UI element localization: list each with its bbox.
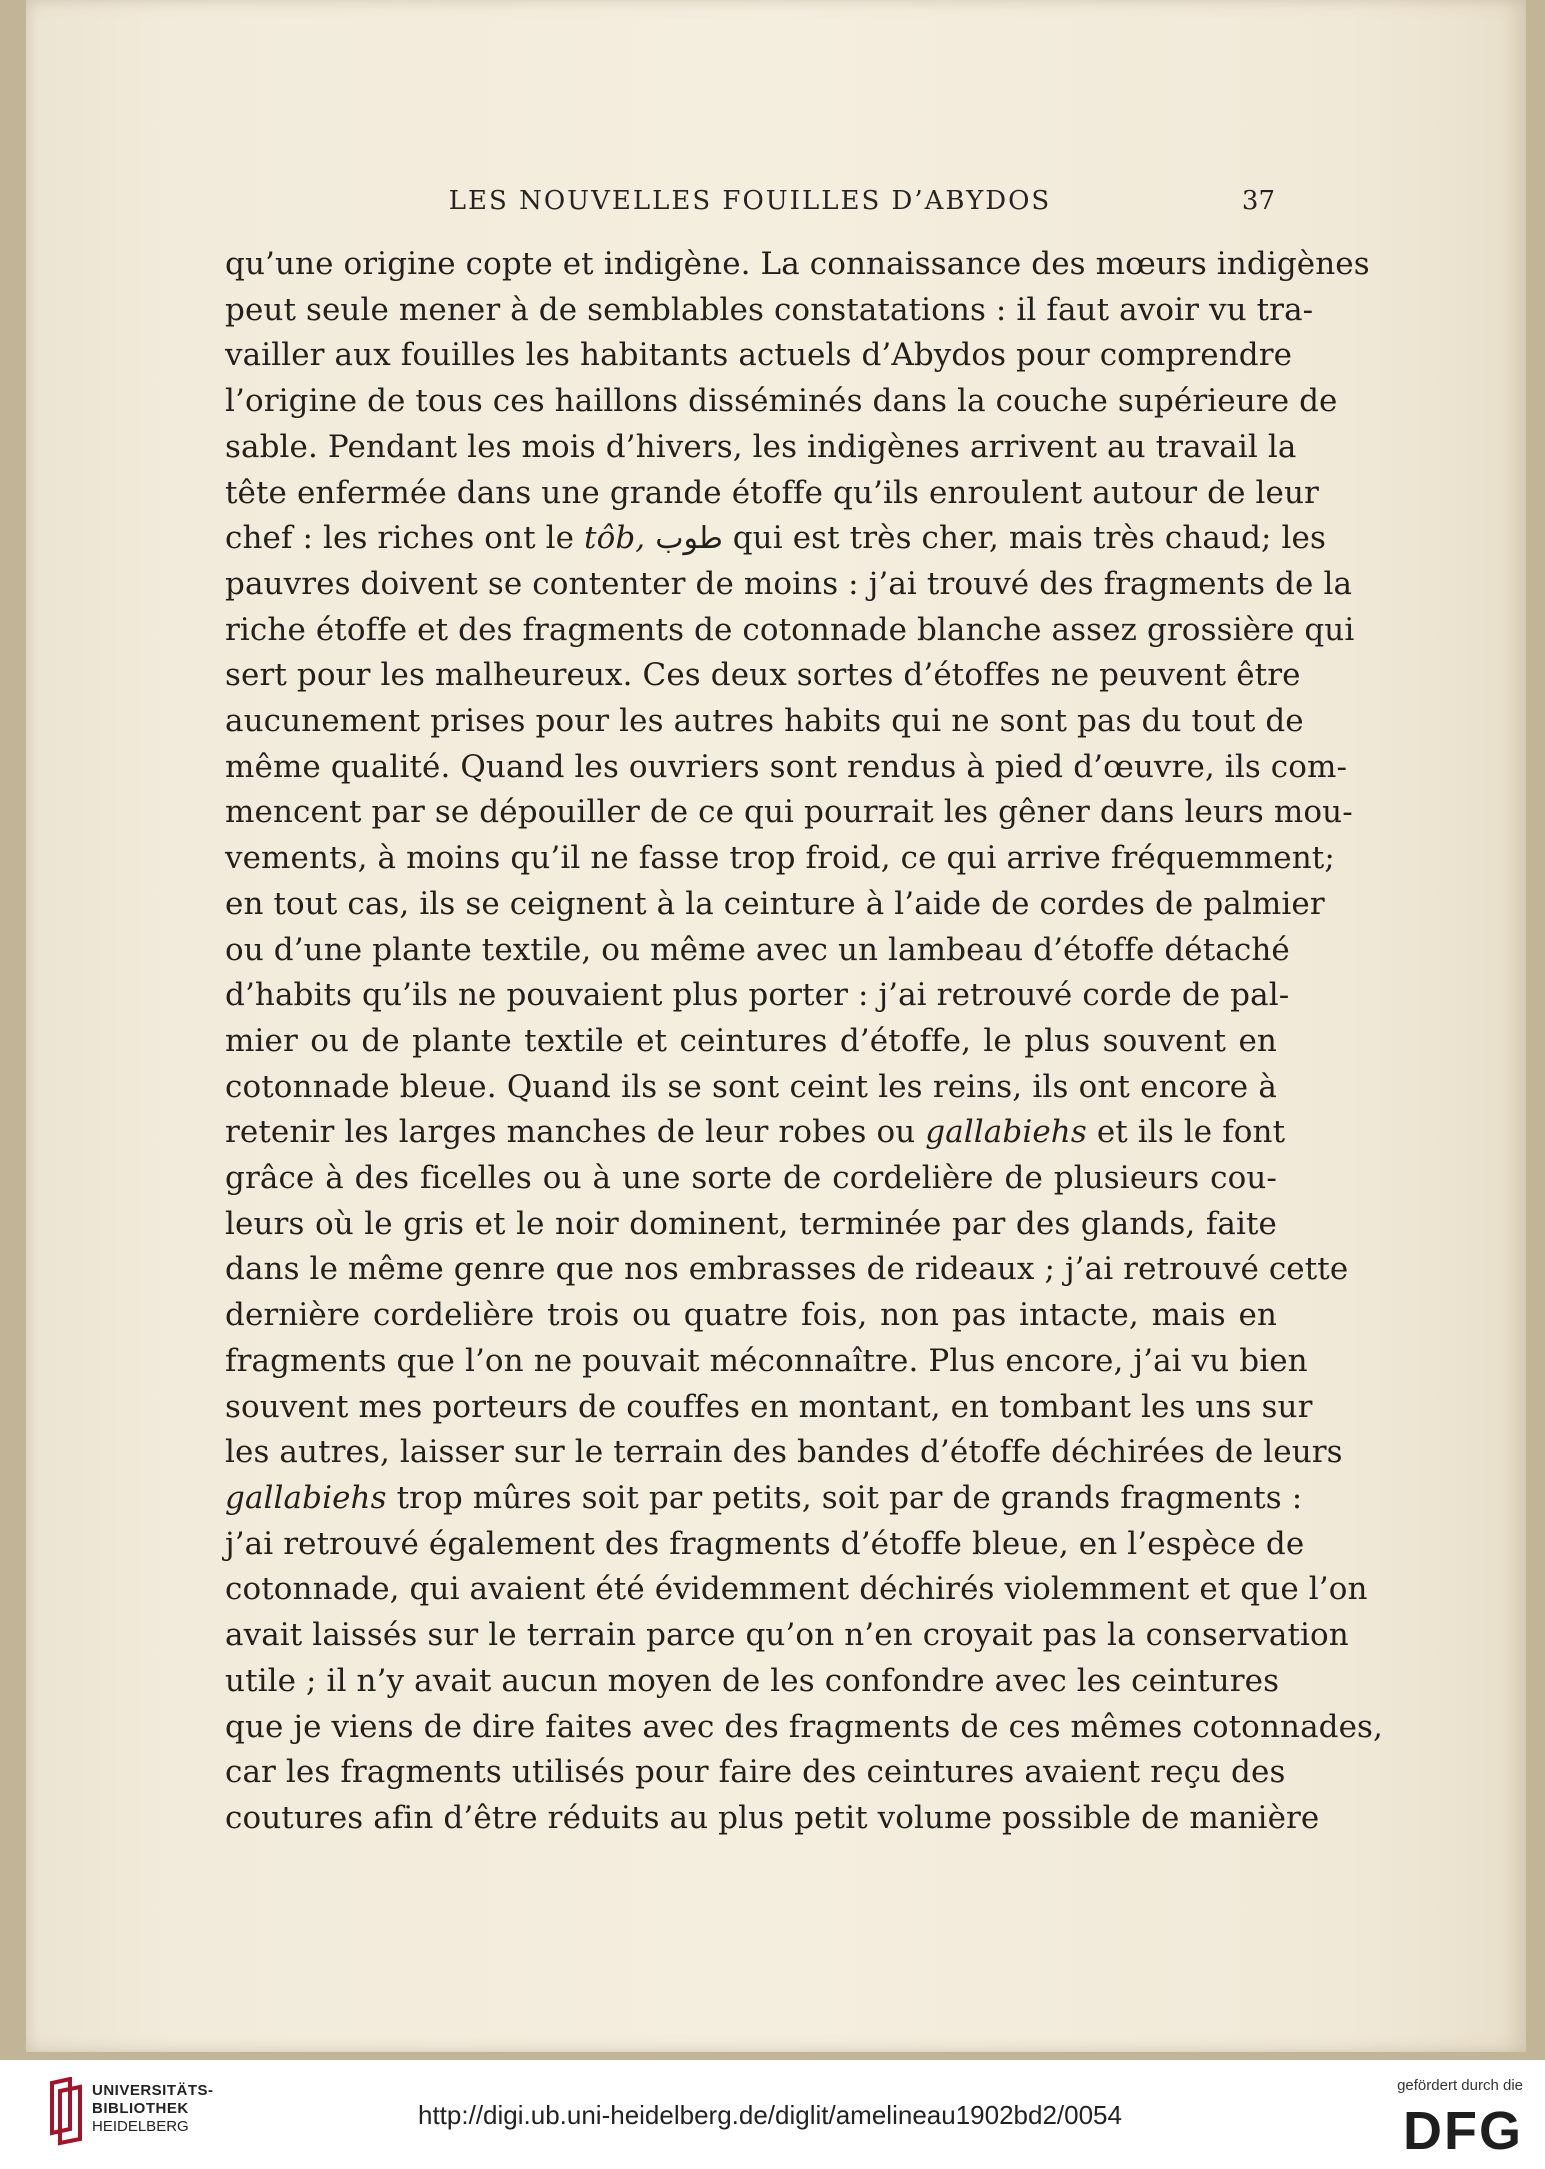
- text-line: vements, à moins qu’il ne fasse trop froid, ce qui arrive fréquemment;: [225, 840, 1335, 877]
- library-name-line2: BIBLIOTHEK: [92, 2100, 189, 2117]
- text-line: d’habits qu’ils ne pouvaient plus porter : j’ai retrouvé corde de pal-: [225, 977, 1290, 1014]
- text-line: tête enfermée dans une grande étoffe qu’ils enroulent autour de leur: [225, 474, 1319, 511]
- text-segment: trop mûres soit par petits, soit par de grands fragments :: [386, 1479, 1303, 1516]
- text-line: fragments que l’on ne pouvait méconnaître. Plus encore, j’ai vu bien: [225, 1342, 1308, 1379]
- text-line: ou d’une plante textile, ou même avec un lambeau d’étoffe détaché: [225, 931, 1290, 968]
- italic-term: tôb,: [584, 520, 646, 557]
- text-line: l’origine de tous ces haillons disséminés dans la couche supérieure de: [225, 383, 1338, 420]
- text-line: mier ou de plante textile et ceintures d’étoffe, le plus souvent en: [225, 1022, 1277, 1059]
- text-line: [225, 516, 1326, 562]
- text-line: grâce à des ficelles ou à une sorte de cordelière de plusieurs cou-: [225, 1160, 1277, 1197]
- text-line: les autres, laisser sur le terrain des bandes d’étoffe déchirées de leurs: [225, 1434, 1343, 1471]
- text-segment: chef : les riches ont le: [225, 520, 585, 557]
- text-line: dernière cordelière trois ou quatre fois, non pas intacte, mais en: [225, 1297, 1277, 1334]
- body-text: [225, 242, 1384, 1842]
- text-line: [225, 1476, 1303, 1522]
- text-line: sert pour les malheureux. Ces deux sortes d’étoffes ne peuvent être: [225, 657, 1301, 694]
- text-line: mencent par se dépouiller de ce qui pourrait les gêner dans leurs mou-: [225, 794, 1353, 831]
- text-line: j’ai retrouvé également des fragments d’étoffe bleue, en l’espèce de: [225, 1525, 1305, 1562]
- library-name: [92, 2082, 214, 2136]
- text-line: cotonnade, qui avaient été évidemment déchirés violemment et que l’on: [225, 1571, 1368, 1608]
- library-name-line1: UNIVERSITÄTS-: [92, 2082, 214, 2099]
- university-library-logo-icon: [46, 2077, 86, 2147]
- text-line: leurs où le gris et le noir dominent, terminée par des glands, faite: [225, 1205, 1277, 1242]
- text-line: riche étoffe et des fragments de cotonnade blanche assez grossière qui: [225, 611, 1355, 648]
- text-line: aucunement prises pour les autres habits qui ne sont pas du tout de: [225, 703, 1304, 740]
- text-line: en tout cas, ils se ceignent à la ceinture à l’aide de cordes de palmier: [225, 885, 1325, 922]
- text-line: dans le même genre que nos embrasses de rideaux ; j’ai retrouvé cette: [225, 1251, 1349, 1288]
- text-line: [225, 1110, 1286, 1156]
- running-title: LES NOUVELLES FOUILLES D’ABYDOS: [448, 186, 1052, 216]
- text-line: souvent mes porteurs de couffes en montant, en tombant les uns sur: [225, 1388, 1313, 1425]
- text-line: peut seule mener à de semblables constatations : il faut avoir vu tra-: [225, 291, 1314, 328]
- library-name-line3: HEIDELBERG: [92, 2118, 189, 2135]
- text-line: sable. Pendant les mois d’hivers, les indigènes arrivent au travail la: [225, 428, 1297, 465]
- text-line: vailler aux fouilles les habitants actuels d’Abydos pour comprendre: [225, 337, 1293, 374]
- italic-term: gallabiehs: [225, 1479, 387, 1516]
- text-segment: retenir les larges manches de leur robes ou: [225, 1114, 926, 1151]
- text-line: avait laissés sur le terrain parce qu’on n’en croyait pas la conservation: [225, 1617, 1349, 1654]
- text-segment: qui est très cher, mais très chaud; les: [722, 520, 1326, 557]
- text-line: qu’une origine copte et indigène. La connaissance des mœurs indigènes: [225, 246, 1370, 282]
- text-line: même qualité. Quand les ouvriers sont rendus à pied d’œuvre, ils com-: [225, 748, 1348, 785]
- text-line: que je viens de dire faites avec des fragments de ces mêmes cotonnades,: [225, 1708, 1384, 1745]
- funded-by-label: gefördert durch die: [1397, 2077, 1523, 2094]
- italic-term: gallabiehs: [925, 1114, 1087, 1151]
- text-line: coutures afin d’être réduits au plus petit volume possible de manière: [225, 1799, 1320, 1836]
- text-line: cotonnade bleue. Quand ils se sont ceint les reins, ils ont encore à: [225, 1068, 1277, 1105]
- permalink-url[interactable]: http://digi.ub.uni-heidelberg.de/diglit/amelineau1902bd2/0054: [418, 2100, 1122, 2130]
- text-segment: et ils le font: [1086, 1114, 1286, 1151]
- dfg-logo: DFG: [1403, 2101, 1523, 2161]
- page-number: 37: [1241, 186, 1275, 216]
- running-head: [225, 183, 1275, 219]
- text-line: utile ; il n’y avait aucun moyen de les confondre avec les ceintures: [225, 1662, 1280, 1699]
- text-line: car les fragments utilisés pour faire des ceintures avaient reçu des: [225, 1754, 1286, 1791]
- arabic-term: طوب: [655, 521, 723, 557]
- text-line: pauvres doivent se contenter de moins : j’ai trouvé des fragments de la: [225, 565, 1353, 602]
